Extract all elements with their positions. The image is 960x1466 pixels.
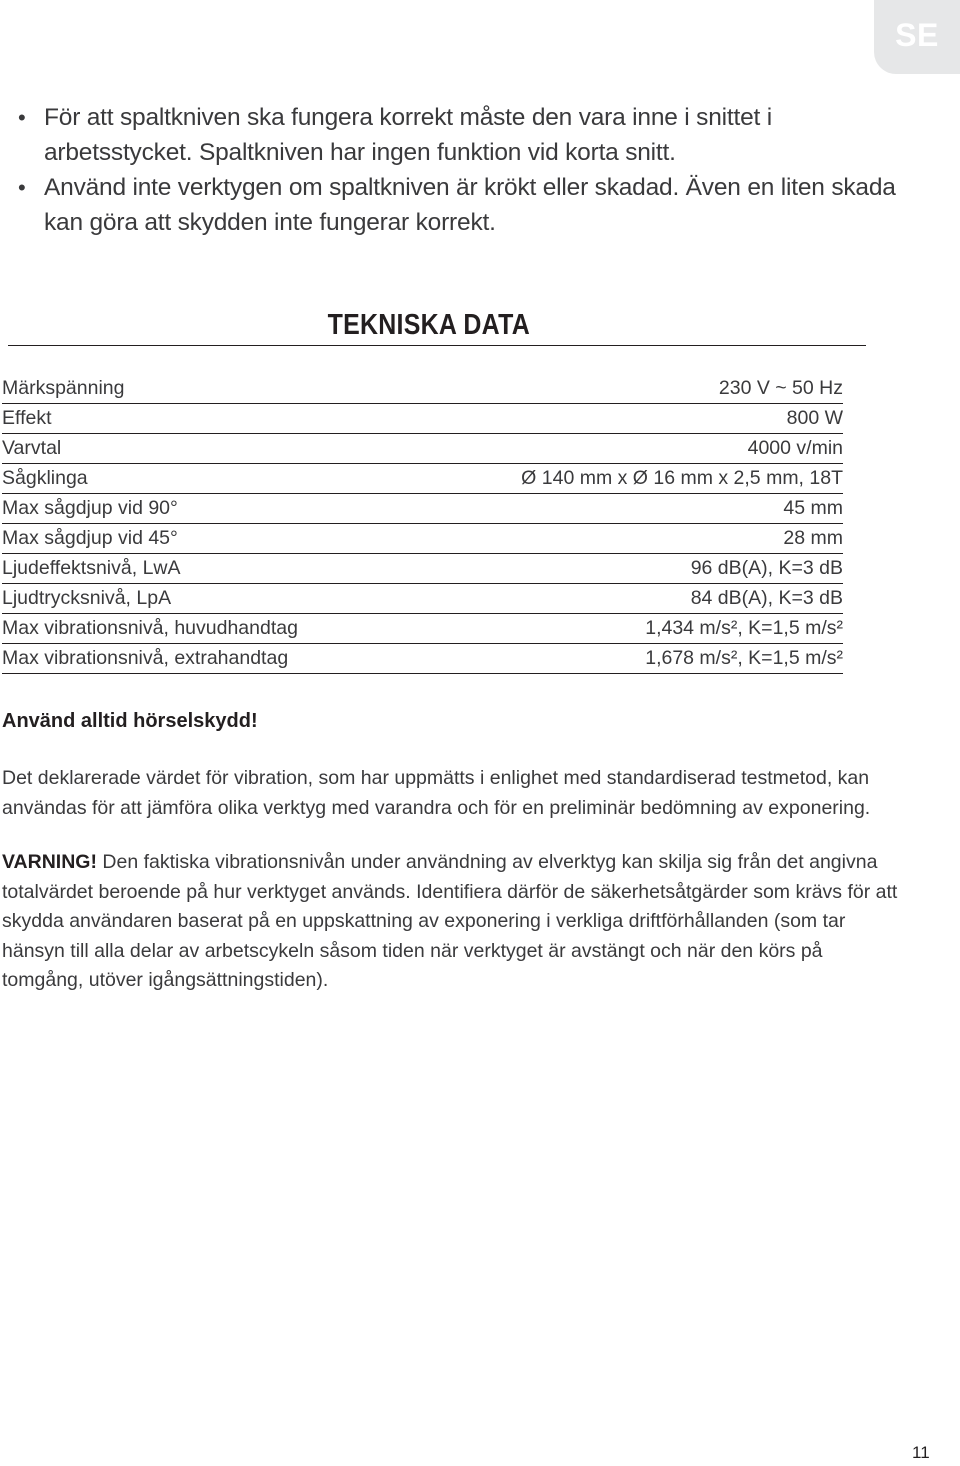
spec-label: Ljudeffektsnivå, LwA [2, 554, 405, 584]
spec-value: 4000 v/min [405, 434, 843, 464]
title-divider [8, 345, 866, 346]
spec-label: Ljudtrycksnivå, LpA [2, 584, 405, 614]
language-tab [874, 0, 960, 74]
spec-value: 230 V ~ 50 Hz [405, 374, 843, 404]
section-title: TEKNISKA DATA [327, 309, 530, 341]
bullet-item [16, 170, 916, 240]
technical-data-table [2, 374, 843, 674]
table-row [2, 554, 843, 584]
spec-value: 84 dB(A), K=3 dB [405, 584, 843, 614]
spec-label: Märkspänning [2, 374, 405, 404]
table-row [2, 614, 843, 644]
spec-value: 800 W [405, 404, 843, 434]
table-row [2, 434, 843, 464]
spec-label: Effekt [2, 404, 405, 434]
spec-value: 1,678 m/s², K=1,5 m/s² [405, 644, 843, 674]
warning-text: Den faktiska vibrationsnivån under användning av elverktyg kan skilja sig från det angivna totalvärdet beroende på hur verktyget används. Identifiera därför de säkerhetsåtgärder som krävs för att skydda användaren baserat på en uppskattning av exponering i verkliga driftförhållanden (som tar hänsyn till alla delar av arbetscykeln såsom tiden när verktyget är avstängt och när den körs på tomgång, utöver igångsättningstiden). [2, 851, 898, 991]
table-row [2, 404, 843, 434]
spec-label: Max sågdjup vid 45° [2, 524, 405, 554]
spec-value: 45 mm [405, 494, 843, 524]
vibration-declaration-paragraph: Det deklarerade värdet för vibration, som har uppmätts i enlighet med standardiserad testmetod, kan användas för att jämföra olika verktyg med varandra och för en preliminär bedömning av exponering. [2, 767, 871, 819]
spec-label: Varvtal [2, 434, 405, 464]
bullet-dot-icon: • [18, 175, 26, 200]
bullet-text: För att spaltkniven ska fungera korrekt måste den vara inne i snittet i arbetsstycket. Spaltkniven har ingen funktion vid korta snitt. [44, 104, 772, 166]
safety-bullet-list [16, 100, 916, 240]
table-row [2, 464, 843, 494]
bullet-text: Använd inte verktygen om spaltkniven är krökt eller skadad. Även en liten skada kan göra att skydden inte fungerar korrekt. [44, 174, 896, 236]
table-row [2, 374, 843, 404]
spec-label: Max sågdjup vid 90° [2, 494, 405, 524]
spec-label: Sågklinga [2, 464, 405, 494]
spec-value: 96 dB(A), K=3 dB [405, 554, 843, 584]
table-row [2, 494, 843, 524]
table-row [2, 584, 843, 614]
spec-label: Max vibrationsnivå, extrahandtag [2, 644, 405, 674]
table-row [2, 644, 843, 674]
bullet-item [16, 100, 916, 170]
table-row [2, 524, 843, 554]
page-number: 11 [912, 1443, 930, 1462]
spec-value: 28 mm [405, 524, 843, 554]
spec-label: Max vibrationsnivå, huvudhandtag [2, 614, 405, 644]
hearing-protection-note: Använd alltid hörselskydd! [2, 710, 258, 732]
spec-value: Ø 140 mm x Ø 16 mm x 2,5 mm, 18T [405, 464, 843, 494]
spec-value: 1,434 m/s², K=1,5 m/s² [405, 614, 843, 644]
warning-label: VARNING! [2, 851, 97, 873]
language-code: SE [895, 16, 939, 53]
warning-paragraph [2, 848, 902, 996]
bullet-dot-icon: • [18, 105, 26, 130]
